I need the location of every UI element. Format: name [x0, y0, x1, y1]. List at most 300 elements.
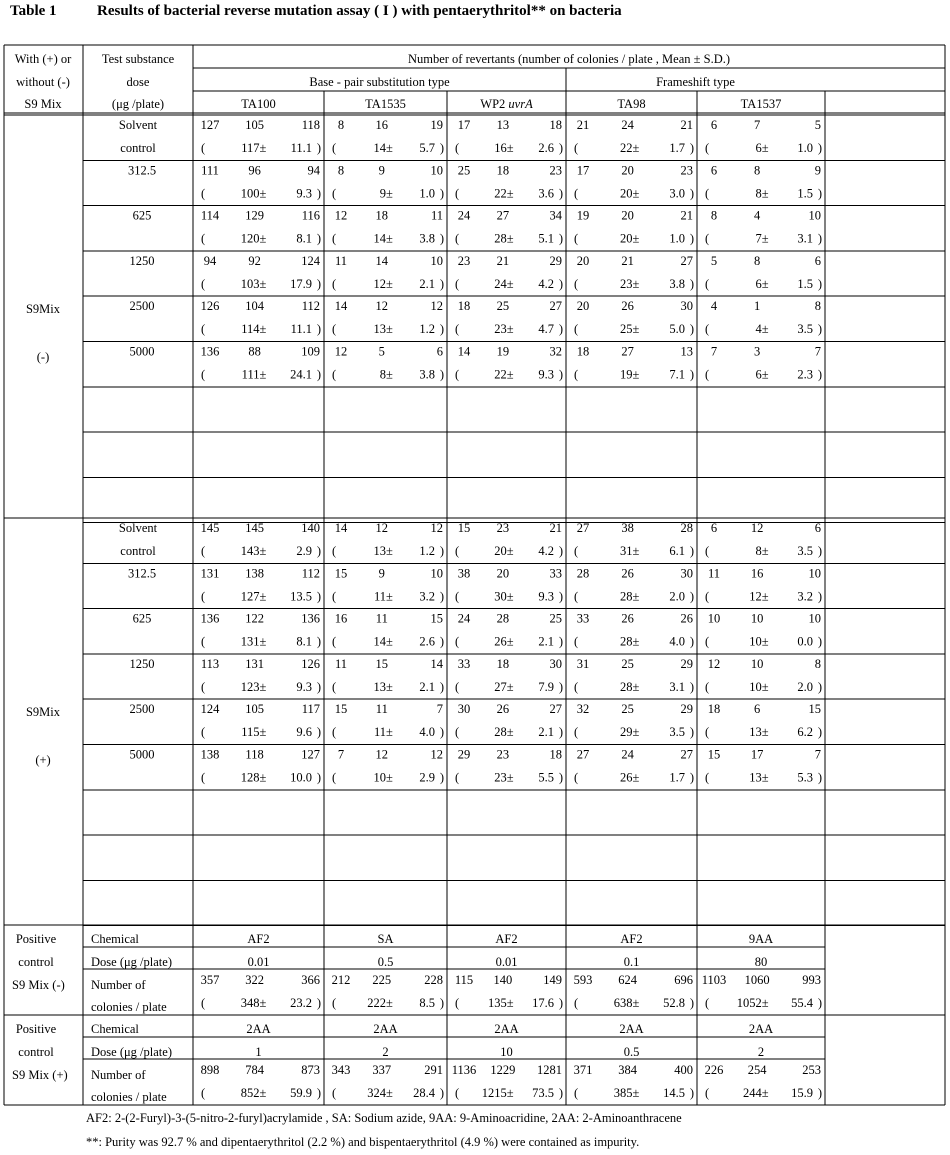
paren: ): [439, 1086, 444, 1100]
colony-count: 26: [496, 702, 510, 717]
mean-value: 6±: [755, 141, 769, 155]
colony-count: 12: [375, 747, 389, 762]
mean-value: 22±: [619, 141, 640, 155]
colony-count: 337: [372, 1063, 392, 1077]
colony-count: 26: [621, 611, 634, 626]
paren: ): [316, 276, 321, 291]
colony-count: 20: [496, 566, 510, 581]
sd-value: 2.1: [538, 634, 554, 649]
paren: (: [455, 1086, 460, 1100]
paren: ): [689, 231, 694, 246]
mean-value: 26±: [494, 634, 514, 649]
paren: ): [439, 589, 444, 604]
dose-label: 1250: [129, 253, 155, 268]
paren: (: [201, 725, 206, 740]
colony-count: 8: [337, 118, 345, 132]
colony-count: 993: [802, 973, 821, 987]
colony-count: 12: [375, 521, 389, 535]
paren: ): [689, 367, 694, 382]
colony-count: 27: [496, 208, 510, 223]
paren: (: [455, 231, 460, 246]
colony-count: 14: [375, 253, 389, 268]
paren: ): [817, 186, 822, 201]
paren: ): [316, 231, 321, 246]
sd-value: 7.1: [669, 367, 685, 382]
dose-label: Solvent: [118, 118, 158, 132]
paren: ): [439, 322, 444, 337]
colony-count: 8: [754, 253, 761, 268]
colony-count: 27: [621, 344, 634, 359]
positive-label: Positive: [15, 932, 57, 946]
paren: (: [705, 367, 710, 382]
sd-value: 5.5: [538, 770, 554, 785]
colony-count: 27: [549, 702, 562, 717]
paren: (: [201, 1086, 206, 1100]
colony-count: 138: [200, 747, 220, 762]
mean-value: 13±: [373, 544, 393, 558]
colony-count: 12: [334, 208, 348, 223]
mean-value: 26±: [619, 770, 640, 785]
number-label: Number of: [91, 1068, 146, 1082]
paren: (: [332, 770, 337, 785]
colony-count: 29: [549, 253, 562, 268]
sd-value: 13.5: [290, 589, 312, 604]
paren: (: [705, 322, 710, 337]
colony-count: 28: [680, 521, 693, 535]
colony-count: 8: [814, 299, 821, 314]
mean-value: 22±: [494, 186, 514, 201]
chemical-label: Chemical: [91, 1022, 139, 1036]
sd-value: 2.6: [538, 141, 554, 155]
mean-value: 13±: [373, 679, 393, 694]
paren: ): [817, 544, 822, 558]
paren: ): [558, 367, 563, 382]
chemical-name: 2AA: [748, 1022, 774, 1036]
mean-value: 30±: [494, 589, 514, 604]
paren: ): [439, 186, 444, 201]
mean-value: 13±: [749, 725, 769, 740]
footnote-abbreviations: AF2: 2-(2-Furyl)-3-(5-nitro-2-furyl)acrylamide , SA: Sodium azide, 9AA: 9-Aminoacridine, 2AA: 2-Aminoanthracene: [86, 1111, 682, 1125]
mean-value: 6±: [755, 276, 769, 291]
colony-count: 109: [301, 344, 320, 359]
paren: (: [455, 679, 460, 694]
sd-value: 1.2: [419, 322, 435, 337]
colony-count: 1136: [451, 1063, 477, 1077]
sd-value: 3.5: [797, 322, 813, 337]
colony-count: 10: [808, 208, 821, 223]
paren: (: [332, 589, 337, 604]
sd-value: 3.8: [419, 367, 435, 382]
sd-value: 1.7: [669, 770, 685, 785]
colony-count: 10: [808, 566, 821, 581]
paren: (: [201, 231, 206, 246]
colony-count: 26: [621, 566, 634, 581]
colony-count: 21: [496, 253, 510, 268]
colony-count: 127: [301, 747, 320, 762]
colony-count: 291: [424, 1063, 443, 1077]
colony-count: 105: [245, 702, 264, 717]
mean-value: 6±: [755, 367, 769, 382]
colony-count: 25: [621, 656, 634, 671]
colony-count: 24: [457, 611, 471, 626]
header-frameshift: Frameshift type: [656, 75, 735, 89]
colony-count: 126: [200, 299, 220, 314]
colony-count: 94: [203, 253, 217, 268]
colony-count: 8: [814, 656, 821, 671]
colony-count: 12: [707, 656, 721, 671]
colony-count: 9: [378, 163, 385, 178]
colony-count: 18: [496, 656, 510, 671]
paren: ): [439, 367, 444, 382]
sd-value: 3.5: [669, 725, 685, 740]
colony-count: 19: [576, 208, 590, 223]
dose-label: 2500: [129, 299, 155, 314]
paren: (: [455, 276, 460, 291]
number-label: colonies / plate: [91, 1000, 167, 1014]
paren: (: [332, 544, 337, 558]
sd-value: 2.9: [419, 770, 435, 785]
colony-count: 131: [245, 656, 264, 671]
colony-count: 322: [245, 973, 264, 987]
colony-count: 784: [245, 1063, 264, 1077]
mean-value: 14±: [373, 141, 393, 155]
paren: ): [689, 544, 694, 558]
mean-value: 852±: [240, 1086, 267, 1100]
chemical-name: 9AA: [748, 932, 774, 946]
header-dose-label: dose: [126, 75, 150, 89]
paren: (: [201, 322, 206, 337]
mean-value: 14±: [373, 231, 393, 246]
colony-count: 10: [707, 611, 721, 626]
colony-count: 400: [674, 1063, 693, 1077]
sd-value: 10.0: [290, 770, 312, 785]
paren: ): [558, 141, 563, 155]
paren: ): [439, 770, 444, 785]
sd-value: 59.9: [290, 1086, 312, 1100]
sd-value: 17.9: [290, 276, 312, 291]
paren: ): [316, 544, 321, 558]
colony-count: 15: [334, 702, 348, 717]
colony-count: 371: [573, 1063, 593, 1077]
colony-count: 226: [704, 1063, 724, 1077]
sd-value: 7.9: [538, 679, 554, 694]
paren: (: [455, 770, 460, 785]
paren: ): [817, 589, 822, 604]
colony-count: 15: [334, 566, 348, 581]
paren: ): [316, 589, 321, 604]
colony-count: 30: [680, 299, 693, 314]
mean-value: 20±: [619, 186, 640, 201]
sd-value: 2.6: [419, 634, 435, 649]
colony-count: 696: [674, 973, 693, 987]
chemical-name: 2AA: [494, 1022, 519, 1036]
paren: (: [455, 141, 460, 155]
colony-count: 12: [430, 747, 443, 762]
colony-count: 30: [457, 702, 471, 717]
colony-count: 16: [750, 566, 764, 581]
mean-value: 28±: [494, 231, 514, 246]
colony-count: 18: [707, 702, 721, 717]
paren: (: [705, 544, 710, 558]
colony-count: 28: [496, 611, 510, 626]
colony-count: 29: [680, 656, 693, 671]
paren: ): [817, 322, 822, 337]
mean-value: 13±: [749, 770, 769, 785]
colony-count: 3: [754, 344, 761, 359]
colony-count: 1103: [701, 973, 727, 987]
paren: ): [689, 141, 694, 155]
paren: (: [705, 589, 710, 604]
mean-value: 103±: [240, 276, 267, 291]
mean-value: 28±: [494, 725, 514, 740]
mean-value: 10±: [373, 770, 393, 785]
sd-value: 3.0: [669, 186, 685, 201]
colony-count: 33: [457, 656, 471, 671]
paren: (: [332, 1086, 337, 1100]
colony-count: 23: [680, 163, 693, 178]
colony-count: 30: [680, 566, 693, 581]
mean-value: 1052±: [736, 996, 769, 1010]
paren: ): [558, 589, 563, 604]
mean-value: 12±: [749, 589, 769, 604]
colony-count: 7: [436, 702, 443, 717]
paren: ): [558, 322, 563, 337]
paren: (: [705, 725, 710, 740]
paren: (: [574, 725, 579, 740]
paren: ): [817, 634, 822, 649]
paren: ): [439, 544, 444, 558]
colony-count: 11: [375, 611, 388, 626]
colony-count: 10: [430, 566, 443, 581]
header-strain: TA100: [241, 97, 276, 111]
colony-count: 21: [576, 118, 590, 132]
chemical-dose: 0.01: [247, 955, 270, 969]
dose-label: 312.5: [127, 163, 157, 178]
colony-count: 17: [750, 747, 764, 762]
colony-count: 14: [334, 299, 348, 314]
dose-label: control: [120, 141, 156, 155]
mean-value: 1215±: [481, 1086, 514, 1100]
paren: ): [689, 276, 694, 291]
colony-count: 11: [375, 702, 388, 717]
paren: ): [316, 634, 321, 649]
paren: (: [332, 367, 337, 382]
paren: (: [705, 1086, 710, 1100]
colony-count: 29: [680, 702, 693, 717]
chemical-dose: 2: [757, 1045, 765, 1059]
paren: (: [332, 725, 337, 740]
colony-count: 16: [334, 611, 348, 626]
paren: (: [201, 770, 206, 785]
colony-count: 16: [375, 118, 389, 132]
colony-count: 18: [496, 163, 510, 178]
mean-value: 13±: [373, 322, 393, 337]
chemical-name: 2AA: [246, 1022, 271, 1036]
paren: (: [201, 544, 206, 558]
paren: (: [332, 996, 337, 1010]
mean-value: 22±: [494, 367, 514, 382]
colony-count: 124: [301, 253, 320, 268]
colony-count: 115: [454, 973, 474, 987]
colony-count: 8: [337, 163, 345, 178]
colony-count: 24: [457, 208, 471, 223]
colony-count: 14: [430, 656, 443, 671]
paren: ): [689, 634, 694, 649]
colony-count: 21: [621, 253, 634, 268]
mean-value: 23±: [494, 770, 514, 785]
sd-value: 3.1: [669, 679, 685, 694]
header-strain: TA1535: [365, 97, 406, 111]
paren: (: [574, 589, 579, 604]
colony-count: 593: [573, 973, 593, 987]
colony-count: 20: [576, 253, 590, 268]
paren: ): [689, 725, 694, 740]
mean-value: 14±: [373, 634, 393, 649]
sd-value: 3.8: [669, 276, 685, 291]
mean-value: 20±: [619, 231, 640, 246]
paren: (: [455, 322, 460, 337]
sd-value: 4.0: [419, 725, 435, 740]
mean-value: 28±: [619, 589, 640, 604]
colony-count: 27: [576, 747, 590, 762]
colony-count: 25: [621, 702, 634, 717]
paren: (: [705, 141, 710, 155]
colony-count: 9: [378, 566, 385, 581]
sd-value: 9.3: [538, 589, 554, 604]
colony-count: 27: [680, 747, 693, 762]
colony-count: 15: [430, 611, 443, 626]
colony-count: 12: [750, 521, 764, 535]
sd-value: 14.5: [663, 1086, 685, 1100]
paren: (: [574, 231, 579, 246]
paren: ): [439, 231, 444, 246]
paren: ): [316, 186, 321, 201]
colony-count: 4: [754, 208, 761, 223]
mean-value: 114±: [241, 322, 267, 337]
colony-count: 21: [680, 118, 693, 132]
colony-count: 1281: [537, 1063, 562, 1077]
sd-value: 1.0: [669, 231, 685, 246]
dose-label: 5000: [129, 747, 155, 762]
chemical-dose: 1: [255, 1045, 262, 1059]
header-strain: TA1537: [740, 97, 782, 111]
colony-count: 343: [331, 1063, 351, 1077]
mean-value: 28±: [619, 679, 640, 694]
paren: (: [705, 679, 710, 694]
paren: ): [817, 367, 822, 382]
paren: (: [574, 141, 579, 155]
colony-count: 129: [245, 208, 264, 223]
paren: ): [689, 589, 694, 604]
dose-label: Solvent: [118, 521, 158, 535]
section-label: (-): [36, 350, 50, 364]
colony-count: 6: [754, 702, 761, 717]
chemical-name: AF2: [247, 932, 270, 946]
paren: ): [439, 679, 444, 694]
colony-count: 26: [680, 611, 693, 626]
dose-row-label: Dose (μg /plate): [91, 955, 172, 969]
paren: (: [201, 276, 206, 291]
paren: ): [316, 770, 321, 785]
paren: (: [455, 725, 460, 740]
colony-count: 88: [248, 344, 261, 359]
colony-count: 145: [200, 521, 220, 535]
colony-count: 624: [618, 973, 637, 987]
colony-count: 114: [200, 208, 220, 223]
sd-value: 3.5: [797, 544, 813, 558]
positive-label: control: [18, 1045, 54, 1059]
colony-count: 12: [334, 344, 348, 359]
colony-count: 10: [750, 656, 764, 671]
colony-count: 18: [576, 344, 590, 359]
chemical-name: 2AA: [373, 1022, 398, 1036]
paren: (: [574, 679, 579, 694]
colony-count: 15: [808, 702, 821, 717]
paren: ): [558, 544, 563, 558]
colony-count: 113: [200, 656, 220, 671]
mean-value: 7±: [755, 231, 769, 246]
colony-count: 10: [430, 163, 443, 178]
paren: (: [201, 367, 206, 382]
paren: ): [316, 996, 321, 1010]
colony-count: 7: [754, 118, 761, 132]
chemical-dose: 0.5: [623, 1045, 640, 1059]
sd-value: 1.0: [419, 186, 435, 201]
paren: (: [455, 186, 460, 201]
paren: (: [574, 996, 579, 1010]
paren: (: [705, 996, 710, 1010]
sd-value: 1.2: [419, 544, 435, 558]
mean-value: 31±: [619, 544, 640, 558]
colony-count: 7: [337, 747, 345, 762]
table-caption: Results of bacterial reverse mutation assay ( I ) with pentaerythritol** on bacteria: [97, 3, 622, 19]
table-number: Table 1: [10, 3, 57, 19]
sd-value: 5.1: [538, 231, 554, 246]
sd-value: 4.2: [538, 544, 554, 558]
paren: (: [574, 634, 579, 649]
sd-value: 52.8: [663, 996, 685, 1010]
sd-value: 9.3: [296, 679, 312, 694]
mean-value: 324±: [367, 1086, 393, 1100]
sd-value: 4.2: [538, 276, 554, 291]
colony-count: 92: [248, 253, 261, 268]
colony-count: 19: [496, 344, 510, 359]
mean-value: 25±: [619, 322, 640, 337]
paren: ): [558, 186, 563, 201]
sd-value: 8.1: [296, 634, 312, 649]
paren: ): [689, 1086, 694, 1100]
paren: (: [574, 367, 579, 382]
colony-count: 20: [621, 208, 634, 223]
colony-count: 5: [814, 118, 821, 132]
colony-count: 149: [543, 973, 562, 987]
colony-count: 136: [200, 344, 220, 359]
colony-count: 366: [301, 973, 320, 987]
paren: ): [689, 322, 694, 337]
colony-count: 111: [201, 163, 219, 178]
colony-count: 7: [814, 344, 821, 359]
colony-count: 253: [802, 1063, 821, 1077]
colony-count: 27: [680, 253, 693, 268]
chemical-name: AF2: [620, 932, 643, 946]
colony-count: 15: [707, 747, 721, 762]
header-strain: WP2 uvrA: [480, 97, 533, 111]
section-label: S9Mix: [25, 705, 61, 719]
mean-value: 131±: [240, 634, 267, 649]
mean-value: 20±: [494, 544, 514, 558]
mean-value: 8±: [379, 367, 393, 382]
paren: ): [316, 367, 321, 382]
